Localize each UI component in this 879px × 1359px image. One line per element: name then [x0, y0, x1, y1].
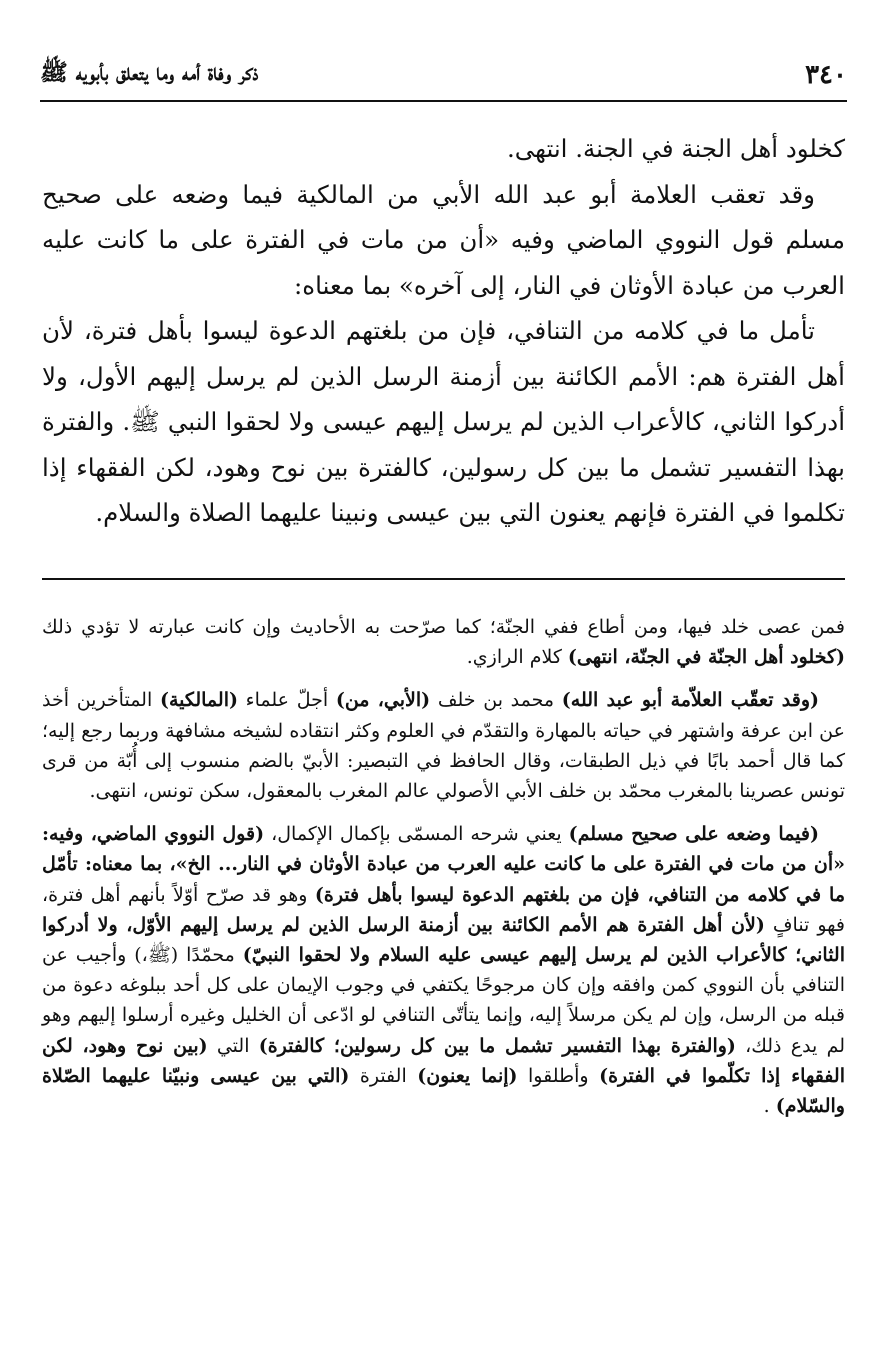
- footnote-text: يعني شرحه المسمّى بإكمال الإكمال،: [264, 823, 569, 846]
- main-paragraph: تأمل ما في كلامه من التنافي، فإن من بلغتهم الدعوة ليسوا بأهل فترة، لأن أهل الفترة هم: الأمم الكائنة بين أزمنة الرسل الذين لم يرسل إليهم الأول، ولا أدركوا الثاني، كالأعراب الذين لم يرسل إليهم عيسى ولا لحقوا النبي ﷺ. والفترة بهذا التفسير تشمل ما بين كل رسولين، كالفترة بين نوح وهود، لكن الفقهاء إذا تكلموا في الفترة فإنهم يعنون التي بين عيسى ونبينا عليهما الصلاة والسلام.: [42, 316, 845, 527]
- footnote-text: وأطلقوا: [517, 1064, 600, 1087]
- footnote-quote: (إنما يعنون): [417, 1064, 518, 1087]
- running-title: ذكر وفاة أمه وما يتعلق بأبويه ﷺ: [40, 59, 259, 86]
- footnote-text: أجلّ علماء: [237, 689, 336, 712]
- footnote-quote: (بين نوح وهود، لكن الفقهاء إذا تكلّموا في الفترة): [42, 1034, 845, 1087]
- footnote-paragraph: [42, 685, 845, 806]
- footnote-quote: (فيما وضعه على صحيح مسلم): [568, 823, 819, 846]
- page-header: [40, 52, 847, 98]
- footnote-quote: (قول النووي الماضي، وفيه: «أن من مات في الفترة على ما كانت عليه العرب من عبادة الأوثان في النار... الخ»، بما معناه: تأمّل ما في كلامه من التنافي، فإن من بلغتهم الدعوة ليسوا بأهل فترة): [42, 823, 846, 906]
- footnote-text: .: [763, 1095, 776, 1118]
- footnote-quote: (التي بين عيسى ونبيّنا عليهما الصّلاة والسّلام): [42, 1064, 845, 1118]
- footnote-quote: (كخلود أهل الجنّة في الجنّة، انتهى): [567, 646, 845, 669]
- footnote-text: محمّدًا (ﷺ،) وأجيب عن التنافي بأن النووي كمن وافقه وإن كان مرجوحًا يكتفي في وجوب الإيمان على كل أحد ببلوغه دعوة من قبله من الرسل، وإن لم يكن مرسلاً إليه، وإنما يتأتّى التنافي لو ادّعى أن الخليل وغيره أرسلوا إليهم وهو لم يدع ذلك،: [42, 944, 846, 1057]
- footnote-text: فمن عصى خلد فيها، ومن أطاع ففي الجنّة؛ كما صرّحت به الأحاديث وإن كانت عبارته لا تؤدي ذلك: [42, 616, 845, 638]
- main-paragraph: كخلود أهل الجنة في الجنة. انتهى.: [506, 134, 845, 163]
- footnote-rule: [42, 578, 845, 580]
- main-text: [42, 126, 845, 536]
- footnote-quote: (المالكية): [159, 689, 238, 712]
- footnote-text: كلام الرازي.: [466, 646, 568, 669]
- footnote-text: محمد بن خلف: [430, 689, 562, 712]
- footnote-paragraph: [42, 819, 845, 1121]
- footnote-text: الفترة: [349, 1064, 418, 1087]
- footnote-quote: (الأبي، من): [335, 689, 431, 712]
- footnote-quote: (والفترة بهذا التفسير تشمل ما بين كل رسولين؛ كالفترة): [258, 1034, 736, 1057]
- footnote-text: المتأخرين أخذ عن ابن عرفة واشتهر في حياته بالمهارة والتقدّم في العلوم وكثر انتقاده لشيخه مشافهة وربما رجع إليه؛ كما قال أحمد بابًا في ذيل الطبقات، وقال الحافظ في التبصير: الأبيّ بالضم منسوب إلى أُبّة من قرى تونس عصرينا بالمغرب محمّد بن خلف الأبي الأصولي عالم المغرب بالمعقول، سكن تونس، انتهى.: [42, 689, 845, 803]
- page-number: ٣٤٠: [805, 60, 847, 90]
- footnote-text: التي: [207, 1034, 259, 1057]
- footnotes: [42, 612, 845, 1134]
- footnote-text: وهو قد صرّح أوّلاً بأنهم أهل فترة، فهو تنافٍ: [42, 883, 845, 936]
- footnote-paragraph: [42, 612, 845, 672]
- footnote-quote: (لأن أهل الفترة هم الأمم الكائنة بين أزمنة الرسل الذين لم يرسل إليهم الأوّل، ولا أدركوا الثاني؛ كالأعراب الذين لم يرسل إليهم عيسى عليه السلام ولا لحقوا النبيّ): [42, 913, 845, 967]
- header-rule: [40, 100, 847, 102]
- main-paragraph: وقد تعقب العلامة أبو عبد الله الأبي من المالكية فيما وضعه على صحيح مسلم قول النووي الماضي وفيه «أن من مات في الفترة على ما كانت عليه العرب من عبادة الأوثان في النار، إلى آخره» بما معناه:: [42, 179, 845, 300]
- footnote-quote: (وقد تعقّب العلاّمة أبو عبد الله): [561, 689, 819, 712]
